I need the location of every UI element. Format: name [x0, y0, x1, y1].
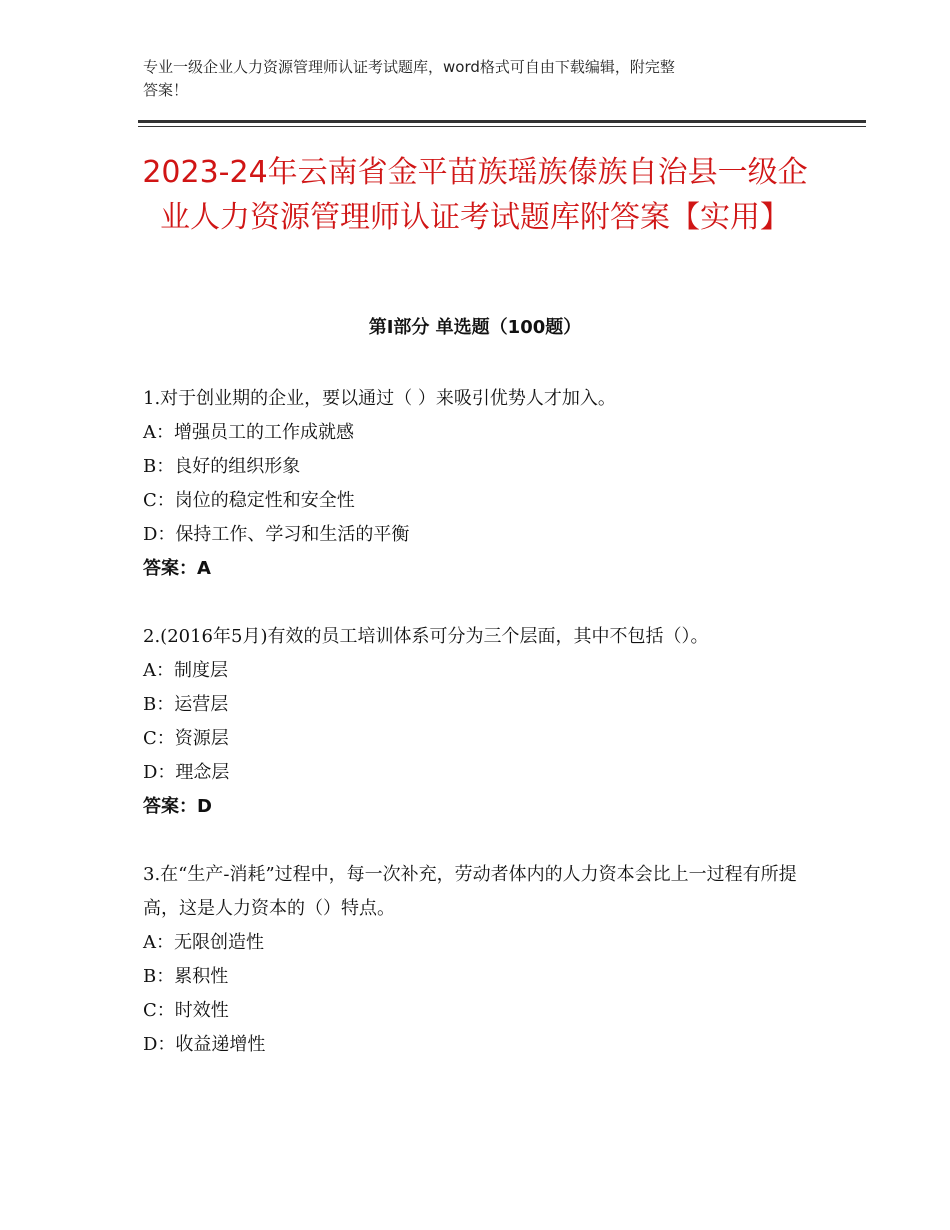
- question-stem: 2.(2016年5月)有效的员工培训体系可分为三个层面，其中不包括（）。: [143, 626, 709, 647]
- question-1: [143, 382, 813, 586]
- question-option-a: A：无限创造性: [143, 932, 264, 953]
- document-title: 2023-24年云南省金平苗族瑶族傣族自治县一级企业人力资源管理师认证考试题库附答案【实用】: [142, 155, 808, 235]
- question-3: [143, 858, 813, 1062]
- question-option-c: C：资源层: [143, 728, 229, 749]
- question-option-b: B：运营层: [143, 694, 229, 715]
- header-rule-thin: [138, 126, 866, 127]
- question-option-b: B：累积性: [143, 966, 229, 987]
- question-option-c: C：岗位的稳定性和安全性: [143, 490, 355, 511]
- question-list: [143, 382, 813, 1096]
- question-answer: 答案：D: [143, 796, 212, 817]
- question-2: [143, 620, 813, 824]
- header-note: 专业一级企业人力资源管理师认证考试题库，word格式可自由下载编辑，附完整 答案！: [143, 58, 675, 99]
- question-option-a: A：制度层: [143, 660, 228, 681]
- question-option-d: D：收益递增性: [143, 1034, 266, 1055]
- question-answer: 答案：A: [143, 558, 211, 579]
- section-title: 第I部分 单选题（100题）: [368, 317, 582, 338]
- question-option-b: B：良好的组织形象: [143, 456, 301, 477]
- question-stem: 1.对于创业期的企业，要以通过（ ）来吸引优势人才加入。: [143, 388, 616, 409]
- question-option-d: D：理念层: [143, 762, 230, 783]
- question-option-d: D：保持工作、学习和生活的平衡: [143, 524, 410, 545]
- question-option-a: A：增强员工的工作成就感: [143, 422, 354, 443]
- header-rule-thick: [138, 120, 866, 123]
- question-option-c: C：时效性: [143, 1000, 229, 1021]
- question-stem: 3.在“生产-消耗”过程中，每一次补充，劳动者体内的人力资本会比上一过程有所提高，这是人力资本的（）特点。: [143, 864, 797, 919]
